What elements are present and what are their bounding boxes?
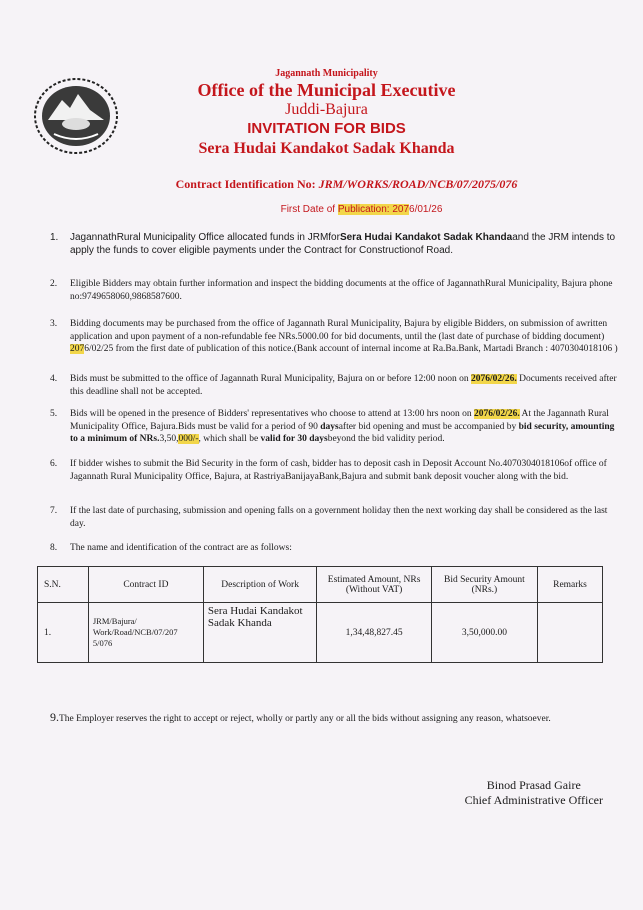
cell-bid-security: 3,50,000.00 [431, 603, 537, 663]
clause-1 [50, 232, 620, 257]
clause-fragment: , which shall be [198, 434, 261, 444]
highlighted-text: 2076/02/26. [471, 374, 517, 384]
cell-contract-id: JRM/Bajura/ Work/Road/NCB/07/207 5/076 [88, 603, 203, 663]
clause-number: 7. [50, 506, 58, 516]
first-date-rest: /01/26 [414, 204, 443, 215]
clause-number: 1. [50, 232, 59, 243]
cell-sn: 1. [38, 603, 89, 663]
highlighted-text: 2076/02/26. [474, 409, 520, 419]
clause-number: 3. [50, 319, 58, 329]
clause-fragment: days [320, 421, 339, 432]
first-date-digit: 6 [409, 204, 415, 215]
clause-9-text: The Employer reserves the right to accept or reject, wholly or partly any or all the bids without assigning any reason, whatsoever. [59, 714, 551, 724]
signatory-title: Chief Administrative Officer [464, 793, 603, 807]
contract-id-value: JRM/WORKS/ROAD/NCB/07/2075/076 [318, 177, 518, 191]
header-contract-id: Contract ID [88, 567, 203, 603]
contract-table [37, 566, 603, 663]
table-row [38, 603, 603, 663]
municipality-name: Jagannath Municipality [275, 68, 378, 79]
signature-block [465, 778, 603, 808]
signatory-name: Binod Prasad Gaire [486, 778, 581, 792]
clause-2 [50, 278, 620, 303]
clause-fragment: Eligible Bidders may obtain further information and inspect the bidding documents at the office of JagannathRural Municipality, Bajura phone no:9749658060,9868587600. [70, 279, 613, 302]
location-title: Juddi-Bajura [285, 101, 368, 118]
clause-fragment: Bids must be submitted to the office of Jagannath Rural Municipality, Bajura on or before 12:00 noon on [70, 374, 472, 384]
clause-fragment: bid security, amounting to a minimum of NRs. [70, 421, 615, 444]
highlighted-text: 000/- [178, 434, 199, 444]
header-bid-security: Bid Security Amount (NRs.) [431, 567, 537, 603]
clause-fragment: Bids will be opened in the presence of Bidders' representatives who choose to attend at 13:00 hrs noon on [70, 409, 475, 419]
clause-text [70, 408, 620, 446]
table-header-row [38, 567, 603, 603]
clause-fragment: If bidder wishes to submit the Bid Security in the form of cash, bidder has to deposit cash in Deposit Account No.4070304018106of office of Jagannath Rural Municipality Office, Bajura, at RastriyaBanijayaBank,Bajura and submit bank deposit voucher along with the bid. [70, 459, 607, 482]
clause-fragment: Documents received after this deadline shall not be accepted. [70, 374, 617, 397]
highlighted-text: 207 [70, 344, 85, 354]
clause-6 [50, 458, 620, 483]
clause-text [70, 458, 620, 483]
clause-number: 8. [50, 543, 58, 553]
clause-fragment: Sera Hudai Kandakot Sadak Khanda [339, 232, 513, 243]
cell-description: Sera Hudai Kandakot Sadak Khanda [203, 603, 316, 663]
header-estimated-amount: Estimated Amount, NRs (Without VAT) [317, 567, 432, 603]
contract-id-label: Contract Identification No: [175, 177, 319, 191]
office-title: Office of the Municipal Executive [197, 80, 456, 100]
clause-fragment: and the JRM intends to apply the funds to cover eligible payments under the Contract for Constructionof Road. [70, 232, 616, 256]
contract-id-line [25, 177, 643, 192]
clause-fragment: 6/02/25 from the first date of publication of this notice.(Bank account of internal income at Ra.Ba.Bank, Martadi Branch : 4070304018106 ) [84, 344, 618, 354]
clause-text [70, 278, 620, 303]
clause-number: 6. [50, 459, 58, 469]
clause-5 [50, 408, 620, 446]
clause-fragment: valid for 30 days [260, 434, 328, 444]
clause-text [70, 318, 620, 356]
clause-3 [50, 318, 620, 356]
clause-number: 4. [50, 374, 58, 384]
cell-remarks [538, 603, 603, 663]
cell-estimated-amount: 1,34,48,827.45 [317, 603, 432, 663]
first-date-line [40, 204, 643, 215]
clause-9 [50, 710, 630, 725]
clause-fragment: JagannathRural Municipality Office allocated funds in JRMfor [70, 232, 340, 243]
clause-fragment: If the last date of purchasing, submission and opening falls on a government holiday then the next working day shall be considered as the last day. [70, 506, 608, 529]
clause-8 [50, 542, 620, 555]
clause-fragment: beyond the bid validity period. [327, 434, 445, 444]
clause-text [70, 505, 620, 530]
clause-text [70, 373, 620, 398]
clause-fragment: The name and identification of the contract are as follows: [70, 543, 292, 553]
clause-fragment: Bidding documents may be purchased from the office of Jagannath Rural Municipality, Bajura by eligible Bidders, on submission of awritten application and upon payment of a non-refundable fee NRs.5000.00 for bid documents, until the (last date of purchase of bidding document) [70, 319, 608, 342]
clause-fragment: after bid opening and must be accompanied by [338, 421, 519, 432]
project-title: Sera Hudai Kandakot Sadak Khanda [198, 140, 455, 157]
header-description: Description of Work [203, 567, 316, 603]
first-date-highlight: Publication: 207 [337, 204, 410, 215]
first-date-label: First Date of [280, 204, 338, 215]
header-remarks: Remarks [538, 567, 603, 603]
clause-text [70, 542, 620, 555]
clause-9-number: 9. [50, 710, 59, 724]
invitation-title: INVITATION FOR BIDS [247, 120, 406, 137]
clause-number: 2. [50, 279, 58, 289]
clause-fragment: 3,50, [159, 434, 179, 444]
clause-7 [50, 505, 620, 530]
clause-number: 5. [50, 409, 58, 419]
clause-fragment: At the Jagannath Rural Municipality Office, Bajura.Bids must be valid for a period of 90 [70, 409, 609, 432]
header-sn: S.N. [38, 567, 89, 603]
clause-text [70, 232, 620, 257]
clause-4 [50, 373, 620, 398]
